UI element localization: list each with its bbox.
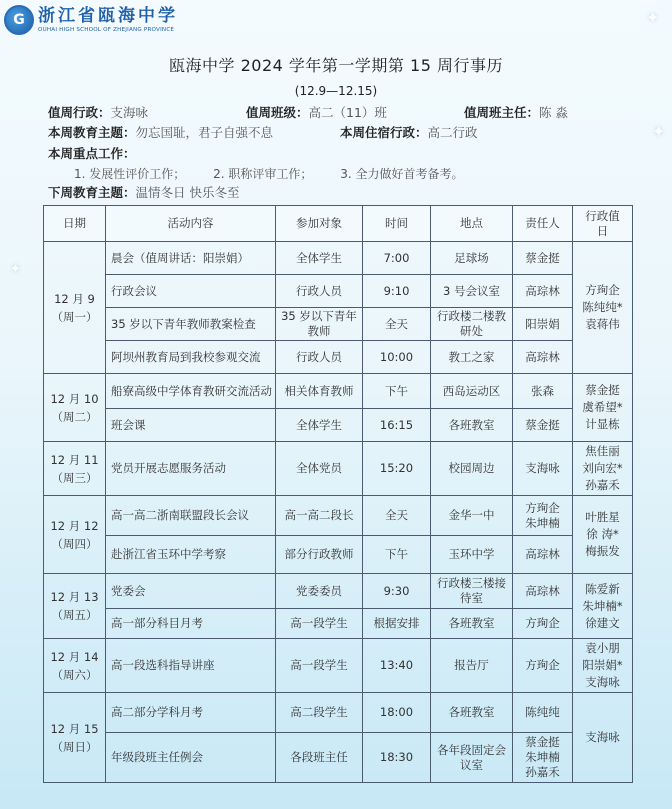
table-row <box>44 409 633 442</box>
header-activity: 活动内容 <box>106 206 276 242</box>
owner-cell: 高琮林 <box>513 341 573 374</box>
activity-cell: 阿坝州教育局到我校参观交流 <box>106 341 276 374</box>
table-row <box>44 733 633 783</box>
table-row <box>44 639 633 693</box>
date-text: 12 月 14 <box>50 649 99 664</box>
place-cell: 金华一中 <box>431 496 513 536</box>
table-row <box>44 374 633 409</box>
owner-cell: 高琮林 <box>513 574 573 609</box>
participants-cell: 相关体育教师 <box>276 374 363 409</box>
weekday-text: （周六） <box>51 667 98 682</box>
focus-item: 2. 职称评审工作； <box>213 167 313 181</box>
date-cell <box>44 574 106 639</box>
page-title: 瓯海中学 2024 学年第一学期第 15 周行事历 <box>169 56 503 75</box>
owner-cell: 蔡金挺 <box>513 242 573 275</box>
header-time: 时间 <box>363 206 431 242</box>
time-cell: 10:00 <box>363 341 431 374</box>
place-cell: 3 号会议室 <box>431 275 513 308</box>
header-date: 日期 <box>44 206 106 242</box>
participants-cell: 高一高二段长 <box>276 496 363 536</box>
date-cell <box>44 639 106 693</box>
time-cell: 9:30 <box>363 574 431 609</box>
table-row <box>44 275 633 308</box>
place-cell: 行政楼二楼教研处 <box>431 308 513 341</box>
table-header-row <box>44 206 633 242</box>
school-emblem-icon: G <box>4 5 34 35</box>
owner-cell: 高琮林 <box>513 275 573 308</box>
time-cell: 9:10 <box>363 275 431 308</box>
owner-cell: 支海咏 <box>513 442 573 496</box>
table-row <box>44 341 633 374</box>
participants-cell: 全体学生 <box>276 409 363 442</box>
place-cell: 玉环中学 <box>431 536 513 574</box>
table-row <box>44 536 633 574</box>
table-row <box>44 242 633 275</box>
participants-cell: 全体学生 <box>276 242 363 275</box>
participants-cell: 高一段学生 <box>276 639 363 693</box>
school-name-block <box>38 6 178 34</box>
owner-cell: 阳崇娟 <box>513 308 573 341</box>
place-cell: 足球场 <box>431 242 513 275</box>
table-row <box>44 496 633 536</box>
owner-cell: 蔡金挺 <box>513 409 573 442</box>
activity-cell: 年级段班主任例会 <box>106 733 276 783</box>
table-row <box>44 693 633 733</box>
activity-cell: 党员开展志愿服务活动 <box>106 442 276 496</box>
place-cell: 行政楼三楼接待室 <box>431 574 513 609</box>
table-row <box>44 308 633 341</box>
table-row <box>44 574 633 609</box>
time-cell: 7:00 <box>363 242 431 275</box>
place-cell: 报告厅 <box>431 639 513 693</box>
participants-cell: 全体党员 <box>276 442 363 496</box>
date-text: 12 月 13 <box>50 590 99 604</box>
duty-class: 值周班级：高二（11）班 <box>246 105 387 120</box>
weekday-text: （周二） <box>51 409 98 424</box>
duty-admin-cell: 袁小朋 阳崇娟* 支海咏 <box>573 639 633 693</box>
date-cell <box>44 496 106 574</box>
focus-label: 本周重点工作： <box>48 146 136 161</box>
school-name-en: OUHAI HIGH SCHOOL OF ZHEJIANG PROVINCE <box>38 27 175 33</box>
place-cell: 各班教室 <box>431 693 513 733</box>
date-cell <box>44 693 106 783</box>
owner-cell: 高琮林 <box>513 536 573 574</box>
weekday-text: （周四） <box>51 536 98 551</box>
sparkle-icon: ✦ <box>646 8 660 27</box>
place-cell: 西岛运动区 <box>431 374 513 409</box>
participants-cell: 党委委员 <box>276 574 363 609</box>
weekday-text: （周日） <box>51 739 98 754</box>
time-cell: 全天 <box>363 308 431 341</box>
focus-list <box>74 165 487 182</box>
duty-admin-cell: 陈爱新 朱坤楠* 徐建文 <box>573 574 633 639</box>
header-duty: 行政值日 <box>573 206 633 242</box>
weekday-text: （周三） <box>51 470 98 485</box>
participants-cell: 行政人员 <box>276 341 363 374</box>
place-cell: 教工之家 <box>431 341 513 374</box>
owner-cell: 方珣企 <box>513 639 573 693</box>
place-cell: 校园周边 <box>431 442 513 496</box>
time-cell: 根据安排 <box>363 609 431 639</box>
date-text: 12 月 12 <box>50 518 99 533</box>
table-row <box>44 442 633 496</box>
activity-cell: 高一段选科指导讲座 <box>106 639 276 693</box>
activity-cell: 35 岁以下青年教师教案检查 <box>106 308 276 341</box>
schedule-table <box>43 205 633 783</box>
activity-cell: 晨会（值周讲话：阳崇娟） <box>106 242 276 275</box>
school-name: 浙江省瓯海中学 <box>38 6 178 26</box>
participants-cell: 高二段学生 <box>276 693 363 733</box>
activity-cell: 高一部分科目月考 <box>106 609 276 639</box>
owner-cell: 蔡金挺 朱坤楠 孙嘉禾 <box>513 733 573 783</box>
header-participants: 参加对象 <box>276 206 363 242</box>
date-text: 12 月 11 <box>50 452 99 467</box>
focus-item: 3. 全力做好首考备考。 <box>340 167 464 181</box>
header-place: 地点 <box>431 206 513 242</box>
date-cell <box>44 242 106 374</box>
table-row <box>44 609 633 639</box>
time-cell: 16:15 <box>363 409 431 442</box>
participants-cell: 高一段学生 <box>276 609 363 639</box>
time-cell: 下午 <box>363 536 431 574</box>
duty-admin-cell: 方珣企 陈纯纯* 袁蒋伟 <box>573 242 633 374</box>
resident-admin: 本周住宿行政：高二行政 <box>340 125 478 140</box>
activity-cell: 高一高二浙南联盟段长会议 <box>106 496 276 536</box>
activity-cell: 赴浙江省玉环中学考察 <box>106 536 276 574</box>
time-cell: 18:30 <box>363 733 431 783</box>
education-theme: 本周教育主题：勿忘国耻，君子自强不息 <box>48 125 274 140</box>
place-cell: 各班教室 <box>431 609 513 639</box>
activity-cell: 班会课 <box>106 409 276 442</box>
duty-admin-cell: 叶胜星 徐 涛* 梅振发 <box>573 496 633 574</box>
time-cell: 15:20 <box>363 442 431 496</box>
activity-cell: 党委会 <box>106 574 276 609</box>
weekday-text: （周一） <box>51 309 98 324</box>
weekday-text: （周五） <box>51 608 98 622</box>
place-cell: 各班教室 <box>431 409 513 442</box>
duty-admin-cell: 支海咏 <box>573 693 633 783</box>
participants-cell: 35 岁以下青年教师 <box>276 308 363 341</box>
owner-cell: 方珣企 <box>513 609 573 639</box>
school-logo <box>4 3 178 37</box>
duty-head-teacher: 值周班主任：陈 淼 <box>464 105 568 120</box>
owner-cell: 张森 <box>513 374 573 409</box>
owner-cell: 方珣企 朱坤楠 <box>513 496 573 536</box>
date-cell <box>44 442 106 496</box>
activity-cell: 船寮高级中学体育教研交流活动 <box>106 374 276 409</box>
date-text: 12 月 9 <box>54 291 95 306</box>
participants-cell: 各段班主任 <box>276 733 363 783</box>
place-cell: 各年段固定会议室 <box>431 733 513 783</box>
activity-cell: 高二部分学科月考 <box>106 693 276 733</box>
date-text: 12 月 10 <box>50 391 99 406</box>
duty-admin-cell: 焦佳丽 刘向宏* 孙嘉禾 <box>573 442 633 496</box>
header-owner: 责任人 <box>513 206 573 242</box>
date-range: (12.9—12.15) <box>294 84 378 98</box>
duty-admin-cell: 蔡金挺 虞希望* 计显栋 <box>573 374 633 442</box>
time-cell: 13:40 <box>363 639 431 693</box>
time-cell: 18:00 <box>363 693 431 733</box>
time-cell: 下午 <box>363 374 431 409</box>
sparkle-icon: ✦ <box>10 262 21 277</box>
owner-cell: 陈纯纯 <box>513 693 573 733</box>
participants-cell: 部分行政教师 <box>276 536 363 574</box>
focus-item: 1. 发展性评价工作； <box>74 167 186 181</box>
sparkle-icon: ✦ <box>652 122 666 141</box>
participants-cell: 行政人员 <box>276 275 363 308</box>
duty-admin: 值周行政：支海咏 <box>48 105 149 120</box>
activity-cell: 行政会议 <box>106 275 276 308</box>
next-week-theme: 下周教育主题：温情冬日 快乐冬至 <box>48 185 240 200</box>
date-text: 12 月 15 <box>50 721 99 736</box>
date-cell <box>44 374 106 442</box>
time-cell: 全天 <box>363 496 431 536</box>
